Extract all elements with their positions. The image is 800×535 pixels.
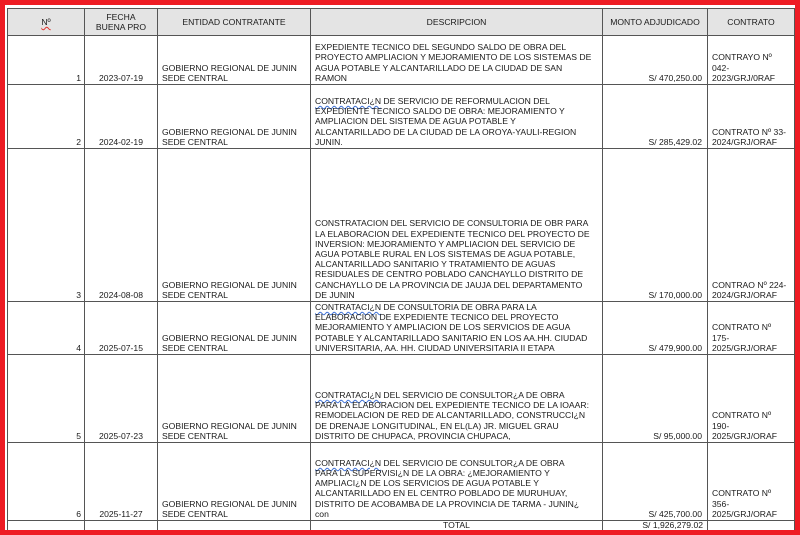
row-amount: S/ 170,000.00 (603, 149, 708, 302)
row-entity: GOBIERNO REGIONAL DE JUNIN SEDE CENTRAL (158, 302, 311, 355)
total-amount: S/ 1,926,279.02 (603, 521, 708, 531)
row-number: 2 (8, 85, 85, 149)
row-date: 2023-07-19 (85, 36, 158, 85)
row-contract: CONTRAO Nº 224- 2024/GRJ/ORAF (708, 149, 795, 302)
row-date: 2025-07-23 (85, 355, 158, 443)
row-amount: S/ 470,250.00 (603, 36, 708, 85)
row-description: EXPEDIENTE TECNICO DEL SEGUNDO SALDO DE OBRA DEL PROYECTO AMPLIACION Y MEJORAMIENTO DE LOS SISTEMAS DE AGUA POTABLE Y ALCANTARILLADO DE LA CIUDAD DE SAN RAMON (311, 36, 603, 85)
row-contract: CONTRATO Nº 190- 2025/GRJ/ORAF (708, 355, 795, 443)
total-row (8, 521, 795, 531)
table-row (8, 355, 795, 443)
total-empty-cell (85, 521, 158, 531)
row-date: 2024-08-08 (85, 149, 158, 302)
header-descripcion: DESCRIPCION (311, 9, 603, 36)
header-entidad: ENTIDAD CONTRATANTE (158, 9, 311, 36)
row-contract: CONTRAYO Nº 042- 2023/GRJ/0RAF (708, 36, 795, 85)
row-amount: S/ 95,000.00 (603, 355, 708, 443)
row-entity: GOBIERNO REGIONAL DE JUNIN SEDE CENTRAL (158, 36, 311, 85)
table-row (8, 36, 795, 85)
header-number: Nº (8, 9, 85, 36)
table-row (8, 149, 795, 302)
row-entity: GOBIERNO REGIONAL DE JUNIN SEDE CENTRAL (158, 355, 311, 443)
row-number: 3 (8, 149, 85, 302)
table-row (8, 302, 795, 355)
row-contract: CONTRATO Nº 356- 2025/GRJ/ORAF (708, 443, 795, 521)
row-description: CONTRATACI¿N DE SERVICIO DE REFORMULACION DEL EXPEDIENTE TECNICO SALDO DE OBRA: MEJORAMIENTO Y AMPLIACION DEL SISTEMA DE AGUA POTABLE Y ALCANTARILLADO DE LA CIUDAD DE LA OROYA-YAULI-REGION JUNIN. (311, 85, 603, 149)
header-contrato: CONTRATO (708, 9, 795, 36)
row-contract: CONTRATO Nº 33- 2024/GRJ/ORAF (708, 85, 795, 149)
total-empty-cell (8, 521, 85, 531)
row-date: 2024-02-19 (85, 85, 158, 149)
row-amount: S/ 425,700.00 (603, 443, 708, 521)
row-description: CONTRATACI¿N DEL SERVICIO DE CONSULTOR¿A DE OBRA PARA LA SUPERVISI¿N DE LA OBRA: ¿MEJORAMIENTO Y AMPLIACI¿N DE LOS SERVICIOS DE AGUA POTABLE Y ALCANTARILLADO EN EL CENTRO POBLADO DE MURUHUAY, DISTRITO DE ACOBAMBA DE LA PROVINCIA DE TARMA - JUNIN¿ con (311, 443, 603, 521)
contracts-table (7, 8, 795, 531)
row-number: 5 (8, 355, 85, 443)
table-header-row (8, 9, 795, 36)
total-label: TOTAL (311, 521, 603, 531)
header-fecha: FECHA BUENA PRO (85, 9, 158, 36)
row-description: CONTRATACI¿N DEL SERVICIO DE CONSULTOR¿A DE OBRA PARA LA ELABORACION DEL EXPEDIENTE TECNICO DE LA IOAAR: REMODELACION DE RED DE ALCANTARILLADO, CONSTRUCCI¿N DE DRENAJE LONGITUDINAL, EN EL(LA) JR. MIGUEL GRAU DISTRITO DE CHUPACA, PROVINCIA CHUPACA, (311, 355, 603, 443)
header-monto: MONTO ADJUDICADO (603, 9, 708, 36)
row-date: 2025-07-15 (85, 302, 158, 355)
row-description: CONSTRATACION DEL SERVICIO DE CONSULTORIA DE OBR PARA LA ELABORACION DEL EXPEDIENTE TECNICO DEL PROYECTO DE INVERSION: MEJORAMIENTO Y AMPLIACION DEL SERVICIO DE AGUA POTABLE RURAL EN LOS SISTEMAS DE AGUA POTABLE, ALCANTARILLADO SANITARIO Y TRATAMIENTO DE AGUAS RESIDUALES DE CENTRO POBLADO CANCHAYLLO DISTRITO DE CANCHAYLLO DE LA PROVINCIA DE JAUJA DEL DEPARTAMENTO DE JUNIN (311, 149, 603, 302)
row-entity: GOBIERNO REGIONAL DE JUNIN SEDE CENTRAL (158, 149, 311, 302)
table-row (8, 85, 795, 149)
row-description: CONTRATACI¿N DE CONSULTORIA DE OBRA PARA LA ELABORACION DE EXPEDIENTE TECNICO DEL PROYECTO MEJORAMIENTO Y AMPLIACION DE LOS SERVICIOS DE AGUA POTABLE Y ALCANTARILLADO SANITARIO EN LOS AA.HH. CIUDAD UNIVERSITARIA, AA. HH. CIUDAD UNIVERSITARIA II ETAPA (311, 302, 603, 355)
row-number: 1 (8, 36, 85, 85)
total-empty-cell (158, 521, 311, 531)
table-row (8, 443, 795, 521)
row-amount: S/ 479,900.00 (603, 302, 708, 355)
row-number: 4 (8, 302, 85, 355)
row-number: 6 (8, 443, 85, 521)
row-date: 2025-11-27 (85, 443, 158, 521)
row-entity: GOBIERNO REGIONAL DE JUNIN SEDE CENTRAL (158, 85, 311, 149)
row-contract: CONTRATO Nº 175- 2025/GRJ/ORAF (708, 302, 795, 355)
row-entity: GOBIERNO REGIONAL DE JUNIN SEDE CENTRAL (158, 443, 311, 521)
row-amount: S/ 285,429.02 (603, 85, 708, 149)
total-empty-cell (708, 521, 795, 531)
